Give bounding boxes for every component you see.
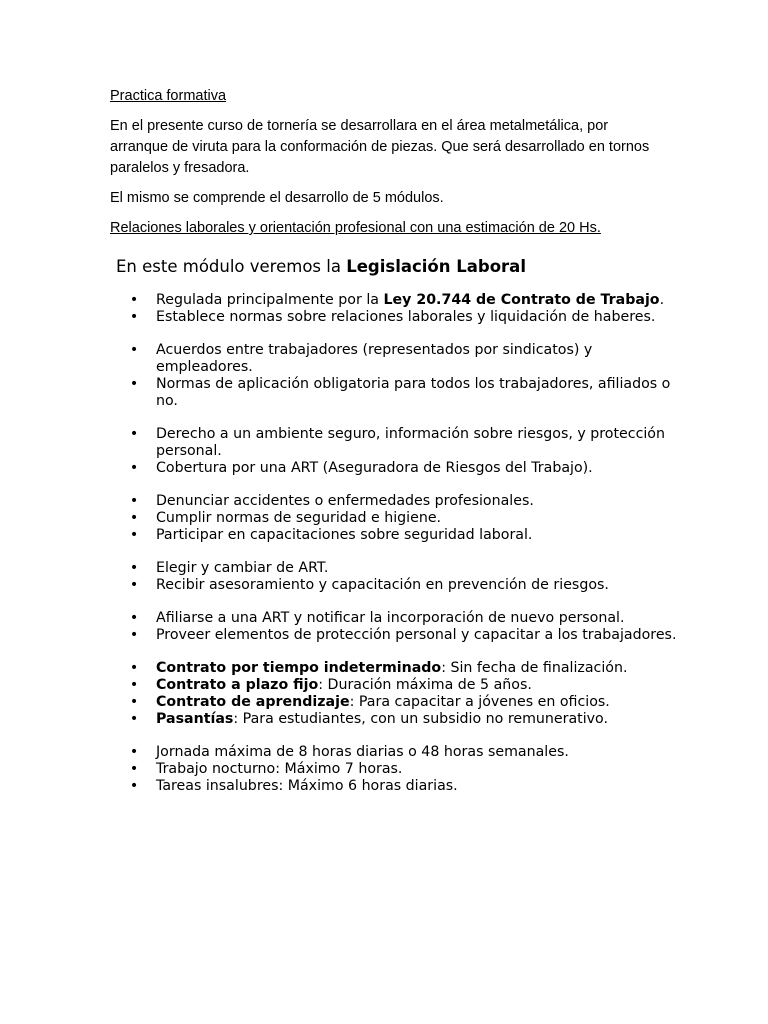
list-item-text-plain: Cumplir normas de seguridad e higiene.	[156, 510, 442, 526]
list-item	[128, 778, 688, 795]
list-item-text	[156, 660, 688, 677]
modules-paragraph: El mismo se comprende el desarrollo de 5 módulos.	[110, 190, 444, 206]
list-item-text-plain: Derecho a un ambiente seguro, información sobre riesgos, y protección personal.	[156, 426, 665, 459]
list-item-text-plain: Proveer elementos de protección personal y capacitar a los trabajadores.	[156, 627, 677, 643]
bullet-icon: •	[129, 527, 139, 543]
bullet-icon: •	[129, 610, 139, 626]
list-item-text-bold: Pasantías	[156, 711, 234, 727]
list-item-text-plain: Recibir asesoramiento y capacitación en prevención de riesgos.	[156, 577, 609, 593]
list-item	[128, 510, 688, 527]
list-item-text-plain: Denunciar accidentes o enfermedades profesionales.	[156, 493, 534, 509]
list-item-text-bold: Ley 20.744 de Contrato de Trabajo	[383, 292, 660, 308]
bullet-icon: •	[129, 292, 139, 308]
bullet-icon: •	[129, 493, 139, 509]
bullet-icon: •	[129, 778, 139, 794]
list-item	[128, 460, 688, 477]
list-item	[128, 677, 688, 694]
list-item-text	[156, 627, 688, 644]
list-item-text	[156, 376, 688, 410]
list-item-text	[156, 309, 688, 326]
list-item-text-suffix: .	[659, 292, 665, 308]
document-title: Practica formativa	[110, 88, 227, 104]
list-item-text-suffix: : Sin fecha de finalización.	[441, 660, 628, 676]
list-item	[128, 376, 688, 410]
intro-section	[110, 86, 670, 239]
list-item-text-suffix: : Para capacitar a jóvenes en oficios.	[349, 694, 610, 710]
list-item-text-suffix: : Duración máxima de 5 años.	[318, 677, 532, 693]
list-item	[128, 627, 688, 644]
list-item	[128, 744, 688, 761]
bullet-icon: •	[129, 577, 139, 593]
bullet-list	[128, 426, 688, 477]
bullet-icon: •	[129, 711, 139, 727]
list-item-text	[156, 694, 688, 711]
bullet-list	[128, 744, 688, 795]
list-item	[128, 342, 688, 376]
module-title: Relaciones laborales y orientación profesional con una estimación de 20 Hs.	[110, 220, 601, 236]
bullet-icon: •	[129, 376, 139, 392]
list-item-text-plain: Trabajo nocturno: Máximo 7 horas.	[156, 761, 403, 777]
bullet-icon: •	[129, 560, 139, 576]
bullet-icon: •	[129, 694, 139, 710]
list-item	[128, 493, 688, 510]
list-item-text-plain: Tareas insalubres: Máximo 6 horas diarias.	[156, 778, 458, 794]
bullet-icon: •	[129, 460, 139, 476]
intro-paragraph: En el presente curso de tornería se desarrollara en el área metalmetálica, por arranque de viruta para la conformación de piezas. Que será desarrollado en tornos paralelos y fresadora.	[110, 118, 650, 176]
list-item-text-plain: Afiliarse a una ART y notificar la incorporación de nuevo personal.	[156, 610, 625, 626]
list-item	[128, 694, 688, 711]
list-item	[128, 292, 688, 309]
section-heading-prefix: En este módulo veremos la	[116, 257, 347, 276]
list-item-text-plain: Elegir y cambiar de ART.	[156, 560, 329, 576]
list-item-text-plain: Cobertura por una ART (Aseguradora de Riesgos del Trabajo).	[156, 460, 593, 476]
list-item-text	[156, 460, 688, 477]
list-item	[128, 426, 688, 460]
bullet-icon: •	[129, 761, 139, 777]
list-item	[128, 610, 688, 627]
bullet-icon: •	[129, 627, 139, 643]
section-heading-bold: Legislación Laboral	[346, 257, 526, 276]
list-item-text-plain: Acuerdos entre trabajadores (representados por sindicatos) y empleadores.	[156, 342, 593, 375]
bullet-icon: •	[129, 677, 139, 693]
list-item	[128, 309, 688, 326]
list-item-text	[156, 677, 688, 694]
bullet-list-section	[128, 292, 688, 811]
bullet-list	[128, 660, 688, 728]
bullet-icon: •	[129, 744, 139, 760]
list-item-text	[156, 778, 688, 795]
bullet-list	[128, 493, 688, 544]
list-item-text	[156, 711, 688, 728]
bullet-list	[128, 560, 688, 594]
bullet-list	[128, 610, 688, 644]
bullet-icon: •	[129, 510, 139, 526]
bullet-icon: •	[129, 309, 139, 325]
list-item-text	[156, 744, 688, 761]
list-item-text	[156, 761, 688, 778]
bullet-icon: •	[129, 660, 139, 676]
list-item	[128, 527, 688, 544]
list-item-text-bold: Contrato por tiempo indeterminado	[156, 660, 442, 676]
list-item-text-plain: Participar en capacitaciones sobre seguridad laboral.	[156, 527, 533, 543]
list-item-text-bold: Contrato de aprendizaje	[156, 694, 350, 710]
bullet-list	[128, 342, 688, 410]
bullet-icon: •	[129, 426, 139, 442]
list-item-text-suffix: : Para estudiantes, con un subsidio no remunerativo.	[233, 711, 608, 727]
list-item-text	[156, 577, 688, 594]
list-item-text	[156, 610, 688, 627]
list-item-text-plain: Regulada principalmente por la	[156, 292, 384, 308]
list-item	[128, 660, 688, 677]
list-item-text	[156, 527, 688, 544]
section-heading	[116, 256, 526, 278]
list-item-text-bold: Contrato a plazo fijo	[156, 677, 319, 693]
list-item	[128, 560, 688, 577]
list-item-text-plain: Jornada máxima de 8 horas diarias o 48 horas semanales.	[156, 744, 569, 760]
list-item-text	[156, 560, 688, 577]
list-item	[128, 761, 688, 778]
bullet-list	[128, 292, 688, 326]
bullet-icon: •	[129, 342, 139, 358]
list-item	[128, 711, 688, 728]
list-item-text-plain: Normas de aplicación obligatoria para todos los trabajadores, afiliados o no.	[156, 376, 671, 409]
list-item	[128, 577, 688, 594]
list-item-text-plain: Establece normas sobre relaciones laborales y liquidación de haberes.	[156, 309, 656, 325]
list-item-text	[156, 493, 688, 510]
list-item-text	[156, 426, 688, 460]
list-item-text	[156, 292, 688, 309]
list-item-text	[156, 342, 688, 376]
list-item-text	[156, 510, 688, 527]
